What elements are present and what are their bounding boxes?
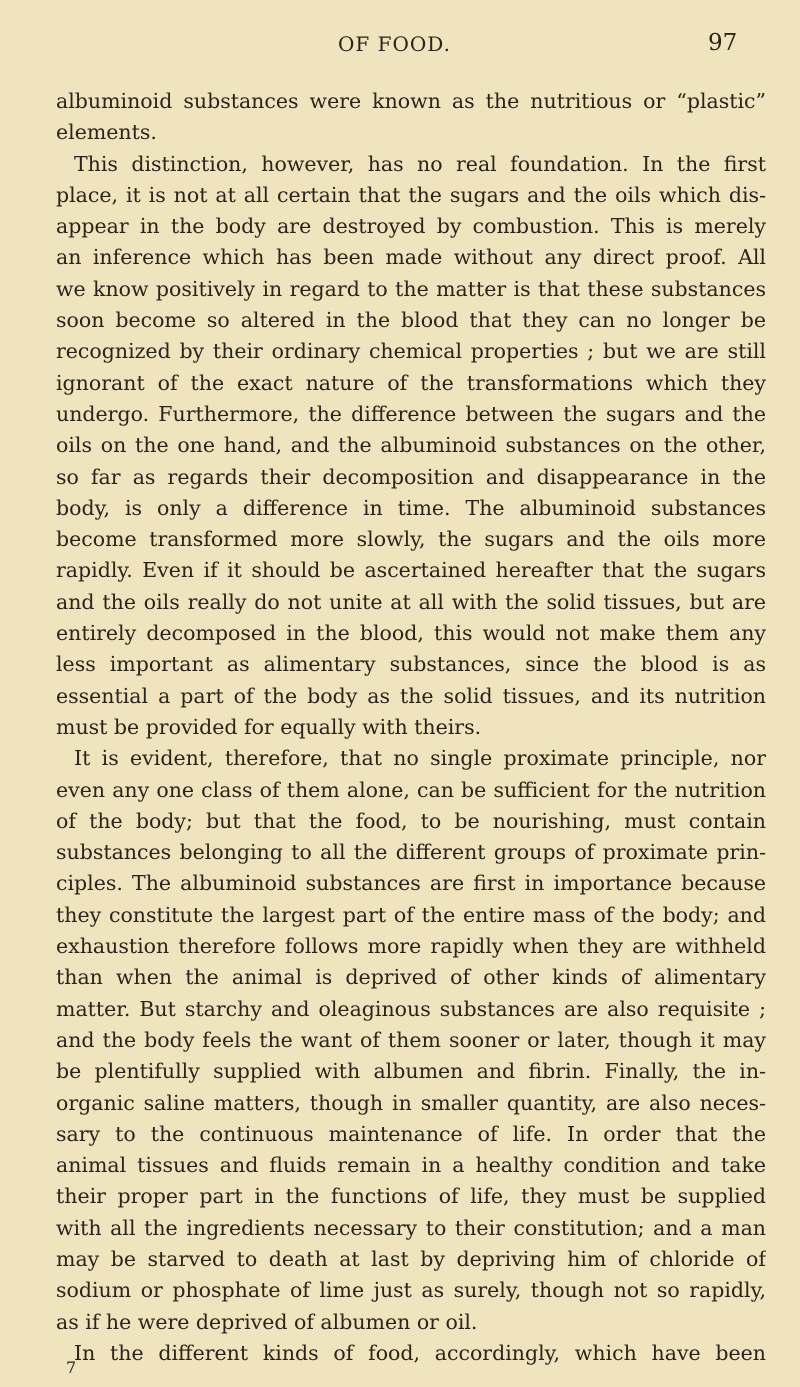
page-header bbox=[0, 32, 800, 62]
text-line: This distinction, however, has no real foundation. In the first bbox=[74, 151, 766, 176]
text-line: must be provided for equally with theirs. bbox=[56, 714, 482, 739]
text-line: It is evident, therefore, that no single proximate principle, nor bbox=[74, 746, 766, 771]
running-title: OF FOOD. bbox=[338, 32, 451, 56]
text-line: as if he were deprived of albumen or oil. bbox=[56, 1309, 478, 1334]
text-line: even any one class of them alone, can be sufficient for the nutrition bbox=[56, 777, 766, 802]
text-line: ciples. The albuminoid substances are first in importance because bbox=[56, 871, 766, 896]
text-line: exhaustion therefore follows more rapidly when they are withheld bbox=[56, 934, 766, 959]
text-line: we know positively in regard to the matter is that these substances bbox=[56, 276, 766, 301]
text-line: oils on the one hand, and the albuminoid substances on the other, bbox=[56, 433, 766, 458]
text-line: undergo. Furthermore, the difference between the sugars and the bbox=[56, 401, 766, 426]
text-line: place, it is not at all certain that the sugars and the oils which dis- bbox=[56, 182, 766, 207]
text-line: matter. But starchy and oleaginous substances are also requisite ; bbox=[56, 996, 766, 1021]
body-text bbox=[56, 86, 766, 1369]
text-line: and the oils really do not unite at all with the solid tissues, but are bbox=[56, 589, 766, 614]
text-line: soon become so altered in the blood that they can no longer be bbox=[56, 308, 766, 333]
text-line: elements. bbox=[56, 120, 157, 145]
signature-mark: 7 bbox=[66, 1358, 77, 1377]
text-line: entirely decomposed in the blood, this would not make them any bbox=[56, 621, 766, 646]
text-line: less important as alimentary substances, since the blood is as bbox=[56, 652, 766, 677]
text-line: they constitute the largest part of the entire mass of the body; and bbox=[56, 902, 766, 927]
text-line: of the body; but that the food, to be nourishing, must contain bbox=[56, 808, 766, 833]
text-line: and the body feels the want of them sooner or later, though it may bbox=[56, 1027, 766, 1052]
text-line: with all the ingredients necessary to their constitution; and a man bbox=[56, 1215, 766, 1240]
text-line: animal tissues and fluids remain in a healthy condition and take bbox=[56, 1153, 766, 1178]
text-line: In the different kinds of food, accordingly, which have been bbox=[74, 1340, 766, 1365]
text-line: sary to the continuous maintenance of life. In order that the bbox=[56, 1121, 766, 1146]
text-line: their proper part in the functions of life, they must be supplied bbox=[56, 1184, 766, 1209]
text-line: albuminoid substances were known as the nutritious or “plastic” bbox=[56, 89, 766, 113]
text-line: an inference which has been made without any direct proof. All bbox=[56, 245, 766, 270]
text-line: ignorant of the exact nature of the transformations which they bbox=[56, 370, 766, 395]
text-line: become transformed more slowly, the sugars and the oils more bbox=[56, 527, 766, 552]
text-line: sodium or phosphate of lime just as surely, though not so rapidly, bbox=[56, 1278, 766, 1303]
text-line: be plentifully supplied with albumen and fibrin. Finally, the in- bbox=[56, 1059, 766, 1084]
text-line: essential a part of the body as the solid tissues, and its nutrition bbox=[56, 683, 766, 708]
text-line: may be starved to death at last by depriving him of chloride of bbox=[56, 1246, 766, 1271]
text-line: than when the animal is deprived of other kinds of alimentary bbox=[56, 965, 766, 990]
text-line: so far as regards their decomposition and disappearance in the bbox=[56, 464, 766, 489]
text-line: organic saline matters, though in smaller quantity, are also neces- bbox=[56, 1090, 766, 1115]
text-line: rapidly. Even if it should be ascertained hereafter that the sugars bbox=[56, 558, 766, 583]
text-line: recognized by their ordinary chemical properties ; but we are still bbox=[56, 339, 766, 364]
text-line: substances belonging to all the different groups of proximate prin- bbox=[56, 840, 766, 865]
text-line: appear in the body are destroyed by combustion. This is merely bbox=[56, 214, 766, 239]
text-line: body, is only a difference in time. The albuminoid substances bbox=[56, 495, 766, 520]
page-number: 97 bbox=[708, 30, 738, 56]
